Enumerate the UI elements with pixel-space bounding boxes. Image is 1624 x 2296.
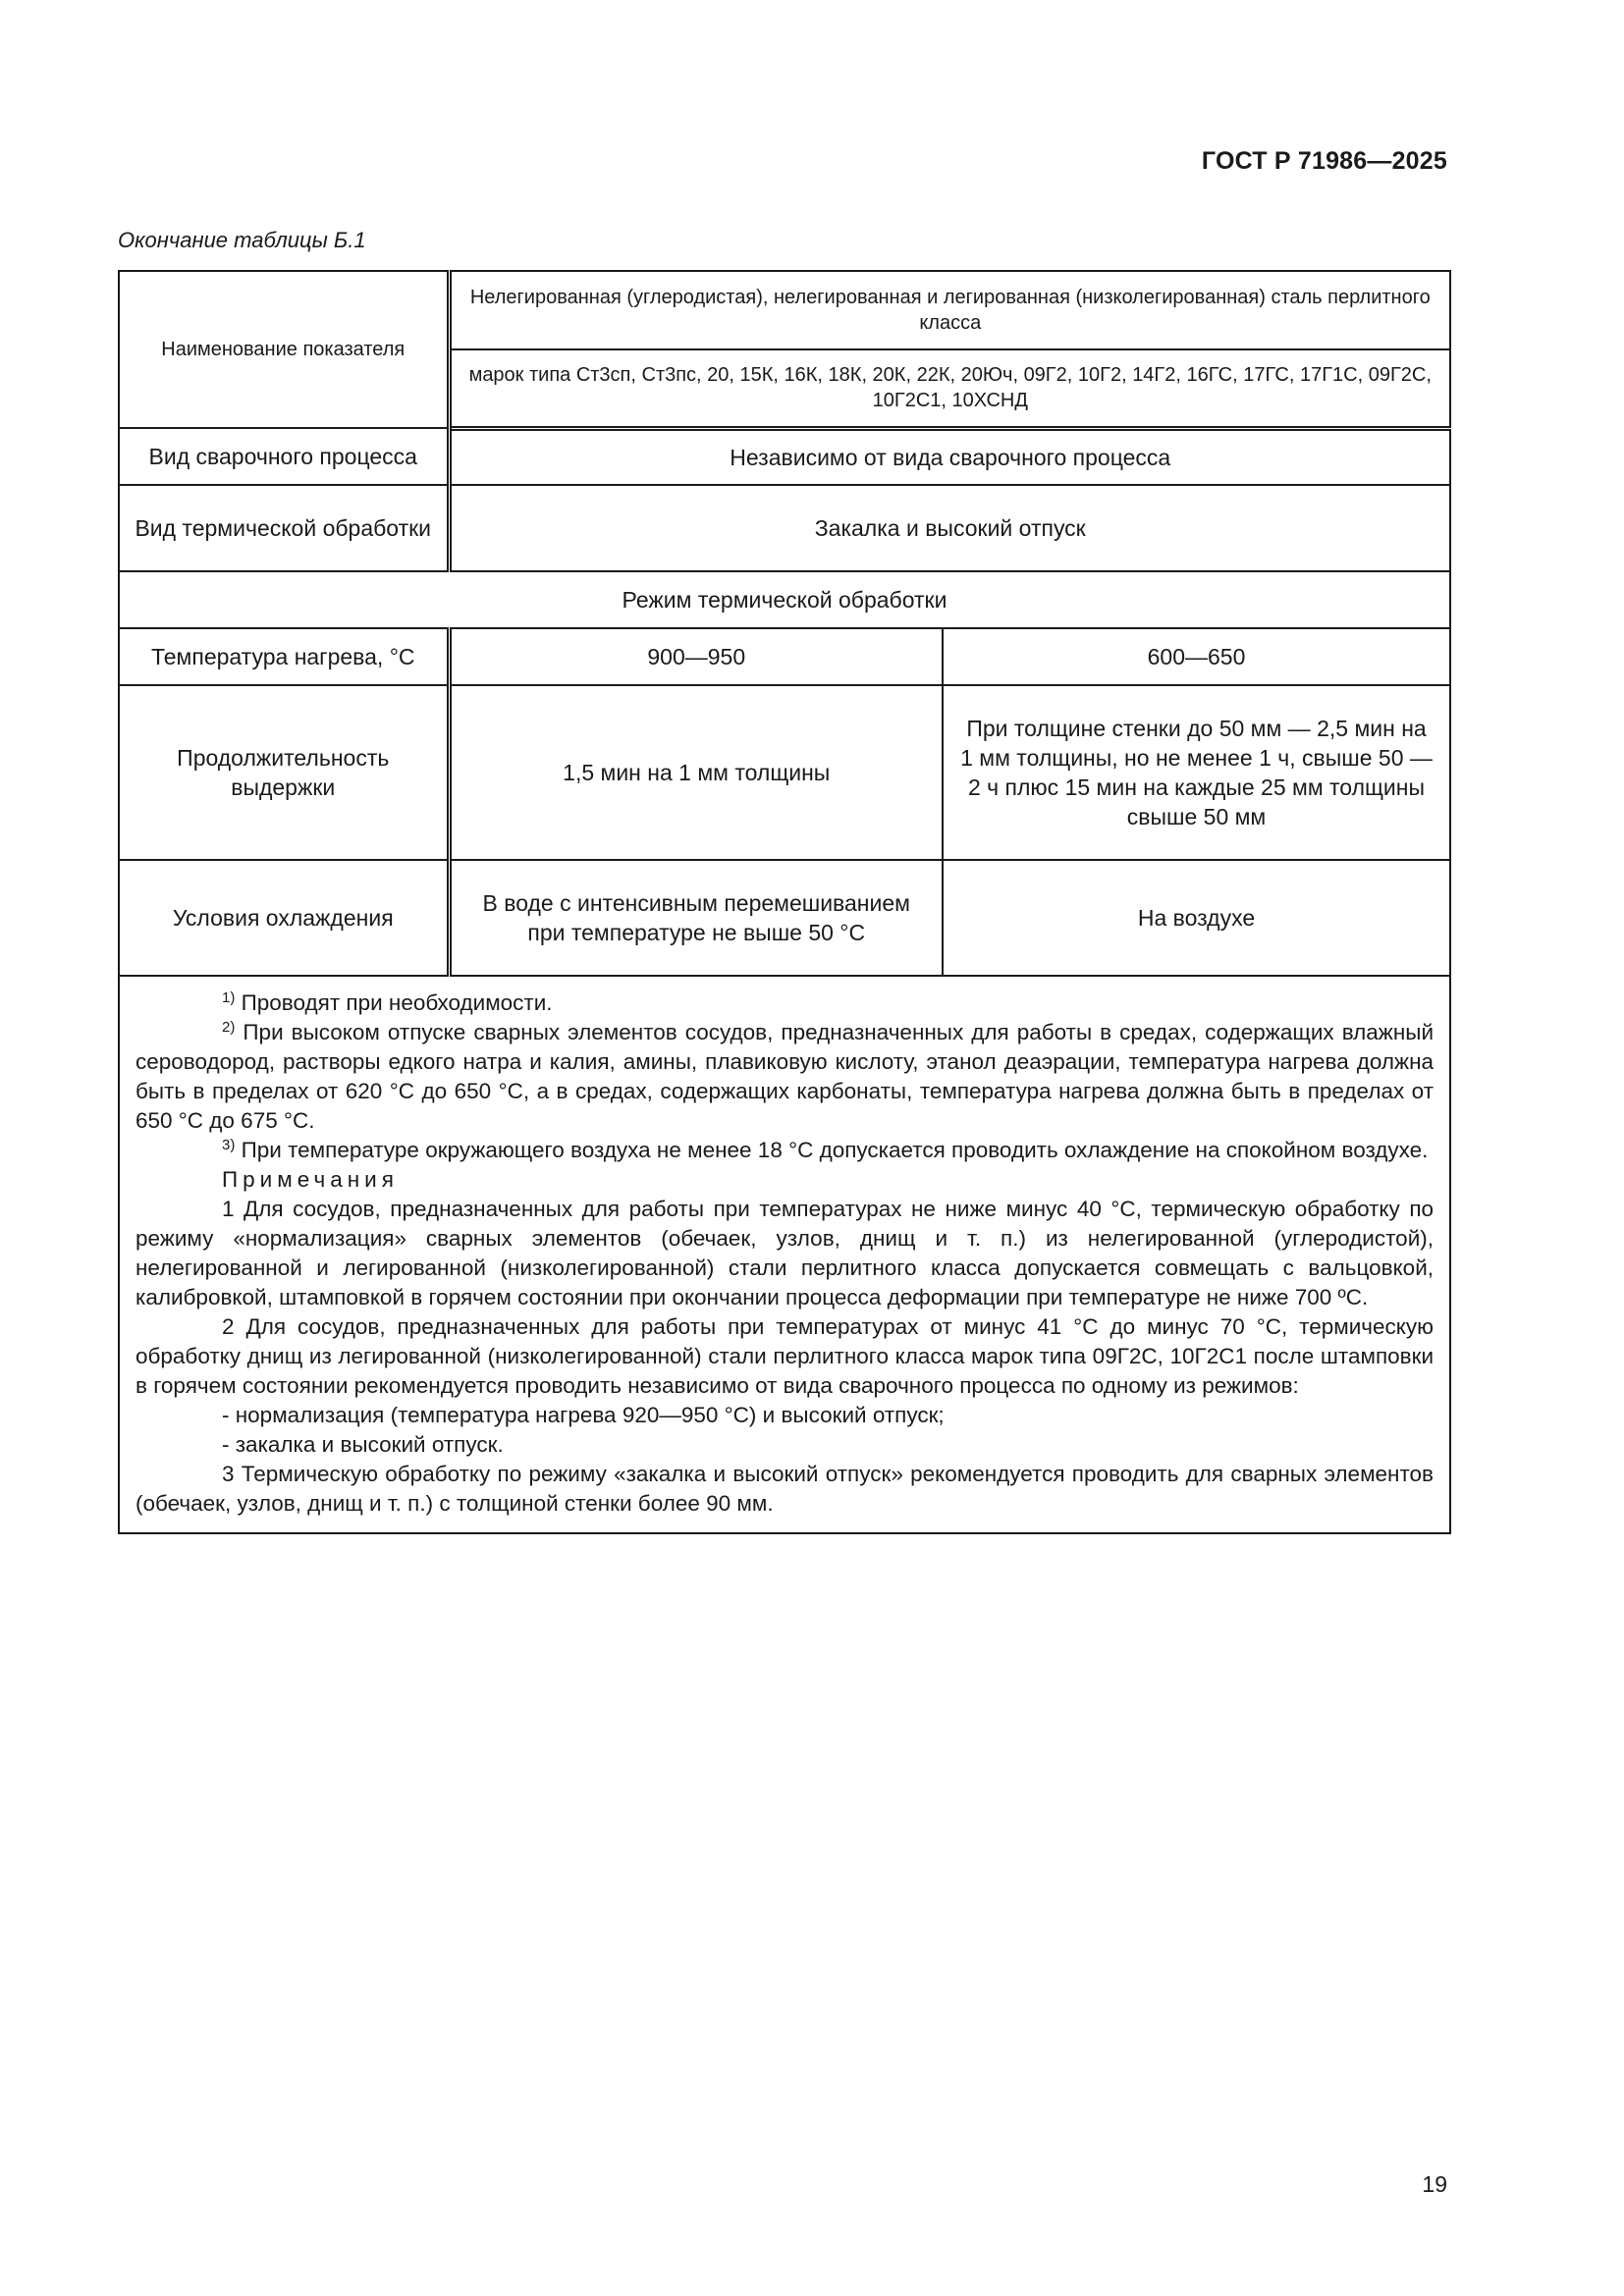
heating-temperature-label: Температура нагрева, °С bbox=[119, 628, 449, 685]
note-2-item-2: - закалка и высокий отпуск. bbox=[222, 1432, 504, 1457]
cooling-conditions-quenching: В воде с интенсивным перемешиванием при температуре не выше 50 °С bbox=[449, 860, 943, 976]
notes-row bbox=[119, 976, 1450, 1533]
note-2: 2 Для сосудов, предназначенных для работы при температурах от минус 41 °С до минус 70 °С, термическую обработку днищ из легированной (низколегированной) стали перлитного класса марок типа 09Г2С, 10Г2С1 после штамповки в горячем состоянии рекомендуется проводить независимо от вида сварочного процесса по одному из режимов: bbox=[135, 1314, 1435, 1398]
heat-treatment-type-label: Вид термической обработки bbox=[119, 485, 449, 571]
footnote-text: При температуре окружающего воздуха не менее 18 °С допускается проводить охлаждение на спокойном воздухе. bbox=[235, 1138, 1429, 1162]
footnote-text: При высоком отпуске сварных элементов сосудов, предназначенных для работы в средах, содержащих влажный сероводород, растворы едкого натра и калия, амины, плавиковую кислоту, этанол деаэрации, температура нагрева должна быть в пределах от 620 °С до 650 °С, а в средах, содержащих карбонаты, температура нагрева должна быть в пределах от 650 °С до 675 °С. bbox=[135, 1020, 1435, 1133]
footnote-mark: 1) bbox=[222, 989, 236, 1006]
cooling-conditions-tempering: На воздухе bbox=[943, 860, 1450, 976]
heat-treatment-table bbox=[118, 270, 1451, 1534]
table-row bbox=[119, 685, 1450, 860]
cooling-conditions-label: Условия охлаждения bbox=[119, 860, 449, 976]
notes-cell bbox=[119, 976, 1450, 1533]
welding-process-value: Независимо от вида сварочного процесса bbox=[449, 428, 1450, 485]
note-1: 1 Для сосудов, предназначенных для работы при температурах не ниже минус 40 °С, термическую обработку по режиму «нормализация» сварных элементов (обечаек, узлов, днищ и т. п.) из нелегированной (углеродистой), нелегированной и легированной (низколегированной) стали перлитного класса допускается совмещать с вальцовкой, калибровкой, штамповкой в горячем состоянии при окончании процесса деформации при температуре не ниже 700 ºС. bbox=[135, 1197, 1435, 1309]
page-number: 19 bbox=[1422, 2171, 1447, 2197]
holding-duration-tempering: При толщине стенки до 50 мм — 2,5 мин на 1 мм толщины, но не менее 1 ч, свыше 50 — 2 ч плюс 15 мин на каждые 25 мм толщины свыше 50 мм bbox=[943, 685, 1450, 860]
table-caption: Окончание таблицы Б.1 bbox=[118, 228, 366, 252]
steel-grades-header: марок типа Ст3сп, Ст3пс, 20, 15К, 16К, 18К, 20К, 22К, 20Юч, 09Г2, 10Г2, 14Г2, 16ГС, 17ГС, 17Г1С, 09Г2С, 10Г2С1, 10ХСНД bbox=[449, 349, 1450, 428]
footnote-3 bbox=[135, 1136, 1434, 1165]
footnote-mark: 3) bbox=[222, 1137, 236, 1153]
footnote-1 bbox=[135, 988, 1434, 1018]
heat-treatment-mode-heading: Режим термической обработки bbox=[119, 571, 1450, 628]
note-2-item-1: - нормализация (температура нагрева 920—950 °С) и высокий отпуск; bbox=[222, 1403, 945, 1427]
table-row bbox=[119, 428, 1450, 485]
indicator-name-header: Наименование показателя bbox=[119, 271, 449, 428]
notes-title-text: Примечания bbox=[222, 1167, 399, 1192]
footnote-text: Проводят при необходимости. bbox=[235, 990, 553, 1015]
welding-process-label: Вид сварочного процесса bbox=[119, 428, 449, 485]
footnote-mark: 2) bbox=[222, 1019, 236, 1036]
heat-treatment-type-value: Закалка и высокий отпуск bbox=[449, 485, 1450, 571]
table-row bbox=[119, 571, 1450, 628]
document-code: ГОСТ Р 71986—2025 bbox=[1201, 147, 1447, 175]
table-row bbox=[119, 860, 1450, 976]
steel-class-header: Нелегированная (углеродистая), нелегированная и легированная (низколегированная) сталь перлитного класса bbox=[449, 271, 1450, 349]
table-row bbox=[119, 628, 1450, 685]
notes-title bbox=[135, 1165, 1434, 1195]
heating-temperature-quenching: 900—950 bbox=[449, 628, 943, 685]
note-3: 3 Термическую обработку по режиму «закалка и высокий отпуск» рекомендуется проводить для сварных элементов (обечаек, узлов, днищ и т. п.) с толщиной стенки более 90 мм. bbox=[135, 1462, 1435, 1516]
holding-duration-quenching: 1,5 мин на 1 мм толщины bbox=[449, 685, 943, 860]
header-row-steel-class bbox=[119, 271, 1450, 349]
heating-temperature-tempering: 600—650 bbox=[943, 628, 1450, 685]
holding-duration-label: Продолжительность выдержки bbox=[119, 685, 449, 860]
footnote-2 bbox=[135, 1018, 1434, 1136]
table-row bbox=[119, 485, 1450, 571]
